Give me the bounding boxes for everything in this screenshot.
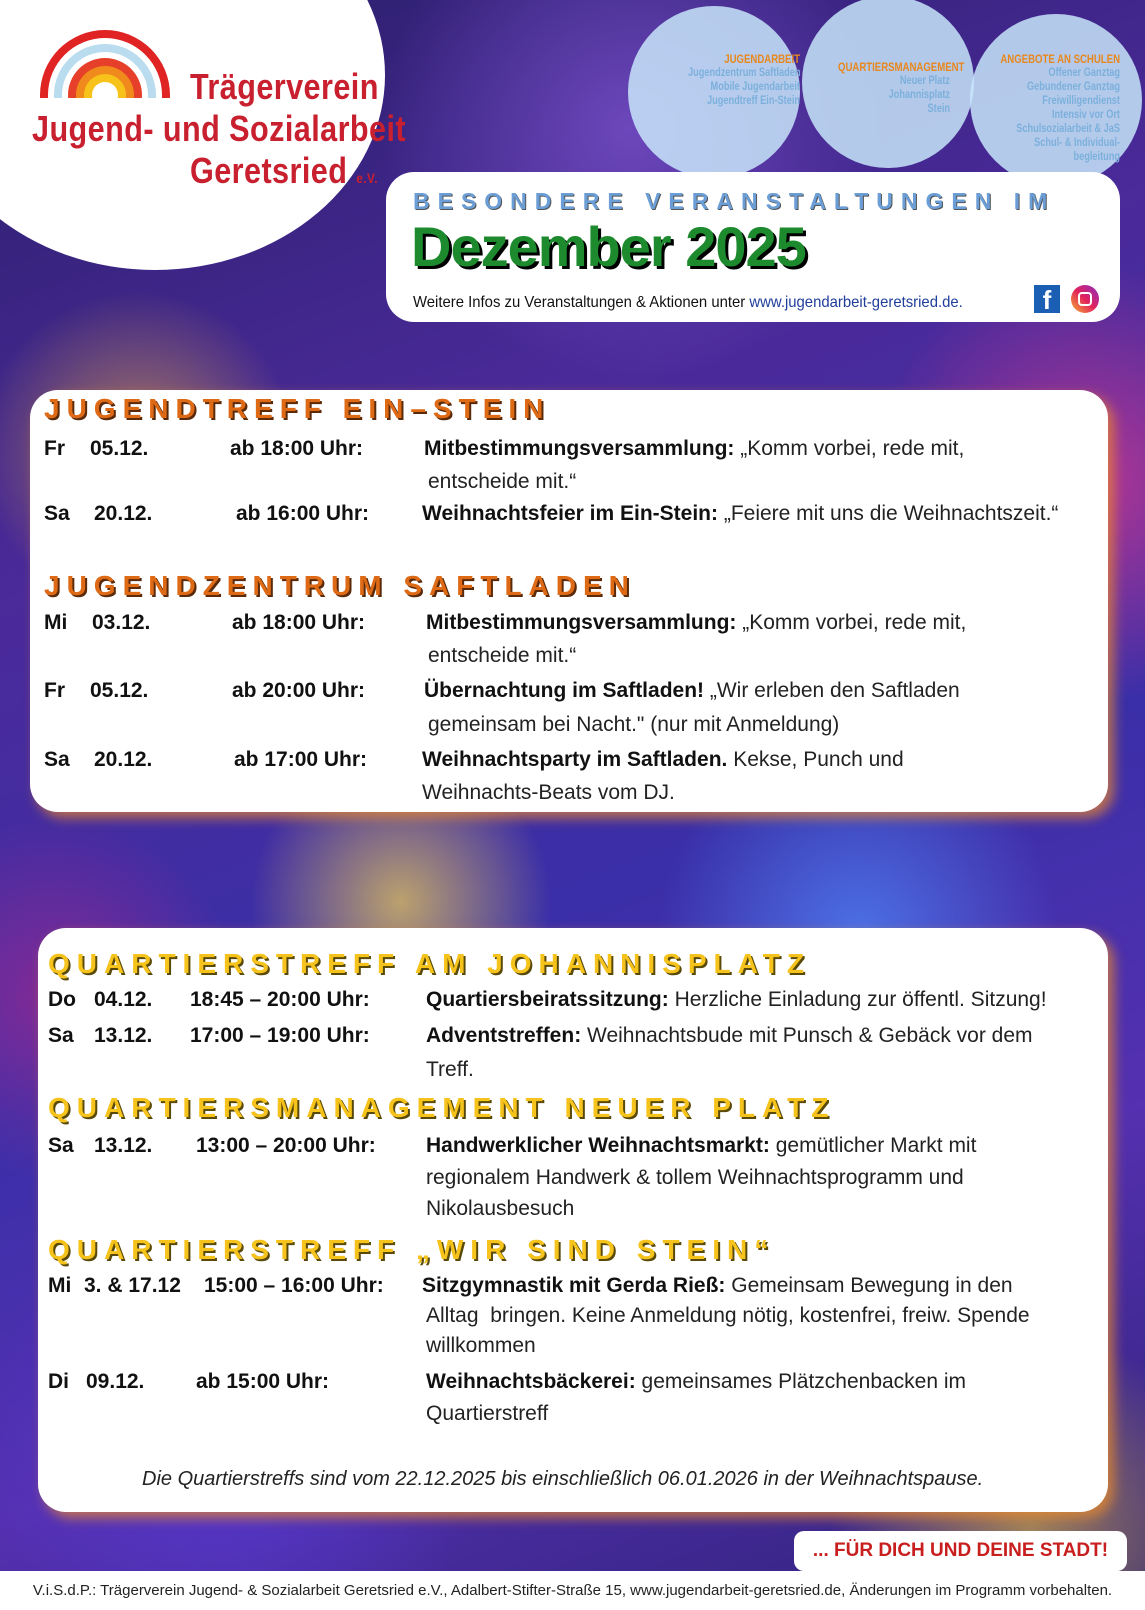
event-title: Weihnachtsparty im Saftladen. [422, 748, 728, 771]
logo-rainbow-icon [40, 30, 170, 98]
event-date: 04.12. [94, 988, 153, 1011]
more-info-text [413, 294, 963, 312]
event-date: 05.12. [90, 679, 149, 702]
event-text: gemeinsam bei Nacht." (nur mit Anmeldung) [428, 713, 840, 736]
event-title: Übernachtung im Saftladen! [424, 679, 705, 702]
event-date: 09.12. [86, 1370, 145, 1393]
closing-note: Die Quartierstreffs sind vom 22.12.2025 bis einschließlich 06.01.2026 in der Weihnachtspause. [142, 1468, 984, 1490]
bubble-line: Freiwilligendienst [1042, 95, 1120, 107]
event-date: 13.12. [94, 1024, 153, 1047]
bubble-line: Jugendtreff Ein-Stein [706, 95, 800, 107]
event-day: Sa [48, 1024, 74, 1047]
event-title: Weihnachtsbäckerei: [426, 1370, 636, 1393]
event-time: 15:00 – 16:00 Uhr: [204, 1274, 384, 1297]
event-text: Kekse, Punch und [727, 748, 904, 771]
event-title: Mitbestimmungsversammlung: [424, 437, 735, 460]
event-day: Sa [44, 502, 70, 525]
event-date: 05.12. [90, 437, 149, 460]
event-day: Do [48, 988, 76, 1011]
event-text: Weihnachtsbude mit Punsch & Gebäck vor dem [581, 1024, 1033, 1047]
event-title: Weihnachtsfeier im Ein-Stein: [422, 502, 718, 525]
event-description [422, 498, 1102, 530]
section-title-saftladen: JUGENDZENTRUM SAFTLADEN [44, 570, 636, 601]
event-time: 13:00 – 20:00 Uhr: [196, 1134, 376, 1157]
bubble-line: Offener Ganztag [1048, 67, 1120, 79]
bubble-line: Schulsozialarbeit & JaS [1016, 123, 1120, 135]
logo-suffix: e.V. [356, 170, 379, 186]
event-date: 03.12. [92, 611, 151, 634]
event-date: 13.12. [94, 1134, 153, 1157]
event-day: Sa [48, 1134, 74, 1157]
instagram-icon[interactable] [1071, 285, 1099, 313]
bubble-line: begleitung [1073, 151, 1120, 163]
footer-imprint: V.i.S.d.P.: Trägerverein Jugend- & Sozialarbeit Geretsried e.V., Adalbert-Stifter-Straße 15, www.jugendarbeit-geretsried.de, Änderungen im Programm vorbehalten. [0, 1571, 1145, 1610]
event-description [422, 744, 1082, 776]
slogan-badge: ... FÜR DICH UND DEINE STADT! [794, 1531, 1127, 1571]
bubble-jugendarbeit-text [660, 52, 800, 108]
event-title: Quartiersbeiratssitzung: [426, 988, 669, 1011]
event-day: Fr [44, 437, 65, 460]
section-title-stein: QUARTIERSTREFF „WIR SIND STEIN“ [48, 1234, 776, 1265]
bubble-line: Mobile Jugendarbeit [710, 81, 800, 93]
event-text: „Feiere mit uns die Weihnachtszeit.“ [718, 502, 1059, 525]
event-text: gemeinsames Plätzchenbacken im [635, 1370, 967, 1393]
section-title-einstein: JUGENDTREFF EIN–STEIN [44, 393, 551, 424]
event-title: Handwerklicher Weihnachtsmarkt: [426, 1134, 770, 1157]
event-text: Nikolausbesuch [426, 1197, 575, 1220]
event-text: Herzliche Einladung zur öffentl. Sitzung! [668, 988, 1047, 1011]
facebook-icon[interactable]: f [1034, 285, 1060, 313]
event-title: Adventstreffen: [426, 1024, 582, 1047]
event-description [424, 675, 1084, 707]
section-title-neuerplatz: QUARTIERSMANAGEMENT NEUER PLATZ [48, 1092, 836, 1123]
event-date: 3. & 17.12 [84, 1274, 181, 1297]
bubble-line: Jugendzentrum Saftladen [688, 67, 801, 79]
event-text: regionalem Handwerk & tollem Weihnachtsprogramm und [426, 1166, 964, 1189]
event-text: Weihnachts-Beats vom DJ. [422, 781, 675, 804]
event-time: ab 18:00 Uhr: [232, 611, 366, 634]
event-text: Treff. [426, 1058, 474, 1081]
bubble-line: Schul- & Individual- [1034, 137, 1120, 149]
logo-line-3: Geretsried e.V. [190, 150, 379, 191]
event-title: Mitbestimmungsversammlung: [426, 611, 737, 634]
event-text: entscheide mit.“ [428, 470, 577, 493]
bubble-line: Stein [927, 103, 950, 115]
website-link[interactable]: www.jugendarbeit-geretsried.de. [749, 294, 963, 311]
event-description [424, 433, 1084, 465]
header-month: Dezember 2025 [411, 215, 806, 278]
bubble-title: JUGENDARBEIT [724, 52, 800, 66]
bubble-schulen-text [960, 52, 1120, 164]
section-title-johannisplatz: QUARTIERSTREFF AM JOHANNISPLATZ [48, 948, 811, 979]
event-text: „Wir erleben den Saftladen [704, 679, 960, 702]
bubble-line: Johannisplatz [888, 89, 950, 101]
event-text: „Komm vorbei, rede mit, [736, 611, 967, 634]
event-day: Di [48, 1370, 69, 1393]
event-day: Sa [44, 748, 70, 771]
event-title: Sitzgymnastik mit Gerda Rieß: [422, 1274, 726, 1297]
event-day: Mi [48, 1274, 72, 1297]
event-text: willkommen [426, 1334, 536, 1357]
event-description [426, 607, 1086, 639]
event-text: entscheide mit.“ [428, 644, 577, 667]
event-description [422, 1270, 1102, 1302]
event-time: 18:45 – 20:00 Uhr: [190, 988, 370, 1011]
event-text: Quartierstreff [426, 1402, 549, 1425]
header-kicker: BESONDERE VERANSTALTUNGEN IM [413, 188, 1056, 214]
event-date: 20.12. [94, 502, 153, 525]
event-text: gemütlicher Markt mit [769, 1134, 977, 1157]
event-time: 17:00 – 19:00 Uhr: [190, 1024, 370, 1047]
event-day: Mi [44, 611, 68, 634]
bubble-quartiersmanagement-text [810, 60, 965, 116]
event-date: 20.12. [94, 748, 153, 771]
event-description [426, 984, 1106, 1016]
event-text: Alltag bringen. Keine Anmeldung nötig, kostenfrei, freiw. Spende [426, 1304, 1030, 1327]
event-time: ab 15:00 Uhr: [196, 1370, 330, 1393]
event-description [426, 1020, 1106, 1052]
event-time: ab 18:00 Uhr: [230, 437, 364, 460]
event-text: Gemeinsam Bewegung in den [725, 1274, 1013, 1297]
event-time: ab 17:00 Uhr: [234, 748, 368, 771]
event-day: Fr [44, 679, 65, 702]
event-time: ab 20:00 Uhr: [232, 679, 366, 702]
more-info-label: Weitere Infos zu Veranstaltungen & Aktionen unter [413, 294, 750, 311]
event-text: „Komm vorbei, rede mit, [734, 437, 965, 460]
logo-line-2: Jugend- und Sozialarbeit [32, 108, 407, 149]
event-time: ab 16:00 Uhr: [236, 502, 370, 525]
bubble-title: QUARTIERSMANAGEMENT [838, 60, 965, 74]
logo-line-1: Trägerverein [190, 66, 379, 107]
event-description [426, 1366, 1106, 1398]
bubble-line: Neuer Platz [899, 75, 950, 87]
bubble-line: Intensiv vor Ort [1052, 109, 1120, 121]
event-description [426, 1130, 1106, 1162]
bubble-title: ANGEBOTE AN SCHULEN [1000, 52, 1120, 66]
bubble-line: Gebundener Ganztag [1026, 81, 1120, 93]
